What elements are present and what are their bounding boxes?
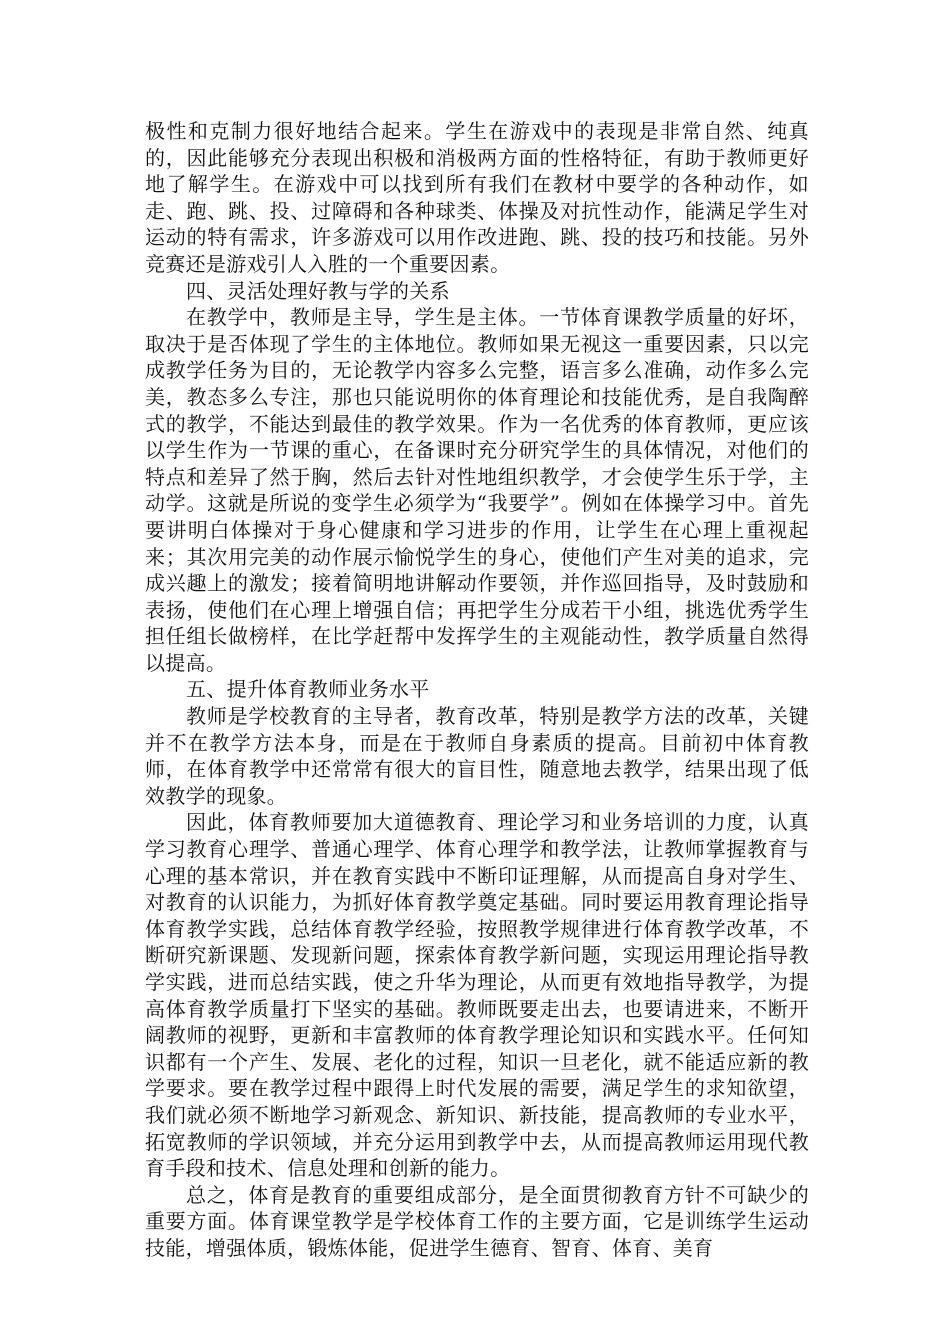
section-heading-4: 四、灵活处理好教与学的关系	[186, 278, 450, 303]
paragraph-continued: 极性和克制力很好地结合起来。学生在游戏中的表现是非常自然、纯真的，因此能够充分表现出积极和消极两方面的性格特征，有助于教师更好地了解学生。在游戏中可以找到所有我们在教材中要学的各种动作，如走、跑、跳、投、过障碍和各种球类、体操及对抗性动作，能满足学生对运动的特有需求，许多游戏可以用作改进跑、跳、投的技巧和技能。另外竞赛还是游戏引人入胜的一个重要因素。	[145, 119, 809, 276]
paragraph-teacher-role: 教师是学校教育的主导者，教育改革，特别是教学方法的改革，关键并不在教学方法本身，而是在于教师自身素质的提高。目前初中体育教师，在体育教学中还常常有很大的盲目性，随意地去教学，结果出现了低效教学的现象。	[145, 704, 809, 808]
paragraph-teaching-relationship: 在教学中，教师是主导，学生是主体。一节体育课教学质量的好坏，取决于是否体现了学生的主体地位。教师如果无视这一重要因素，只以完成教学任务为目的，无论教学内容多么完整，语言多么准确，动作多么完美，教态多么专注，那也只能说明你的体育理论和技能优秀，是自我陶醉式的教学，不能达到最佳的教学效果。作为一名优秀的体育教师，更应该以学生作为一节课的重心，在备课时充分研究学生的具体情况，对他们的特点和差异了然于胸，然后去针对性地组织教学，才会使学生乐于学，主动学。这就是所说的变学生必须学为“我要学”。例如在体操学习中。首先要讲明白体操对于身心健康和学习进步的作用，让学生在心理上重视起来；其次用完美的动作展示愉悦学生的身心，使他们产生对美的追求，完成兴趣上的激发；接着简明地讲解动作要领，并作巡回指导，及时鼓励和表扬，使他们在心理上增强自信；再把学生分成若干小组，挑选优秀学生担任组长做榜样，在比学赶帮中发挥学生的主观能动性，教学质量自然得以提高。	[145, 305, 809, 675]
document-body	[145, 118, 809, 1262]
paragraph-conclusion: 总之，体育是教育的重要组成部分，是全面贯彻教育方针不可缺少的重要方面。体育课堂教学是学校体育工作的主要方面，它是训练学生运动技能，增强体质，锻炼体能，促进学生德育、智育、体育、美育	[145, 1182, 809, 1260]
paragraph-teacher-training: 因此，体育教师要加大道德教育、理论学习和业务培训的力度，认真学习教育心理学、普通心理学、体育心理学和教学法，让教师掌握教育与心理的基本常识，并在教育实践中不断印证理解，从而提高自身对学生、对教育的认识能力，为抓好体育教学奠定基础。同时要运用教育理论指导体育教学实践，总结体育教学经验，按照教学规律进行体育教学改革，不断研究新课题、发现新问题，探索体育教学新问题，实现运用理论指导教学实践，进而总结实践，使之升华为理论，从而更有效地指导教学，为提高体育教学质量打下坚实的基础。教师既要走出去，也要请进来，不断开阔教师的视野，更新和丰富教师的体育教学理论知识和实践水平。任何知识都有一个产生、发展、老化的过程，知识一旦老化，就不能适应新的教学要求。要在教学过程中跟得上时代发展的需要，满足学生的求知欲望，我们就必须不断地学习新观念、新知识、新技能，提高教师的专业水平，拓宽教师的学识领域，并充分运用到教学中去，从而提高教师运用现代教育手段和技术、信息处理和创新的能力。	[145, 810, 809, 1181]
section-heading-5: 五、提升体育教师业务水平	[186, 677, 430, 702]
